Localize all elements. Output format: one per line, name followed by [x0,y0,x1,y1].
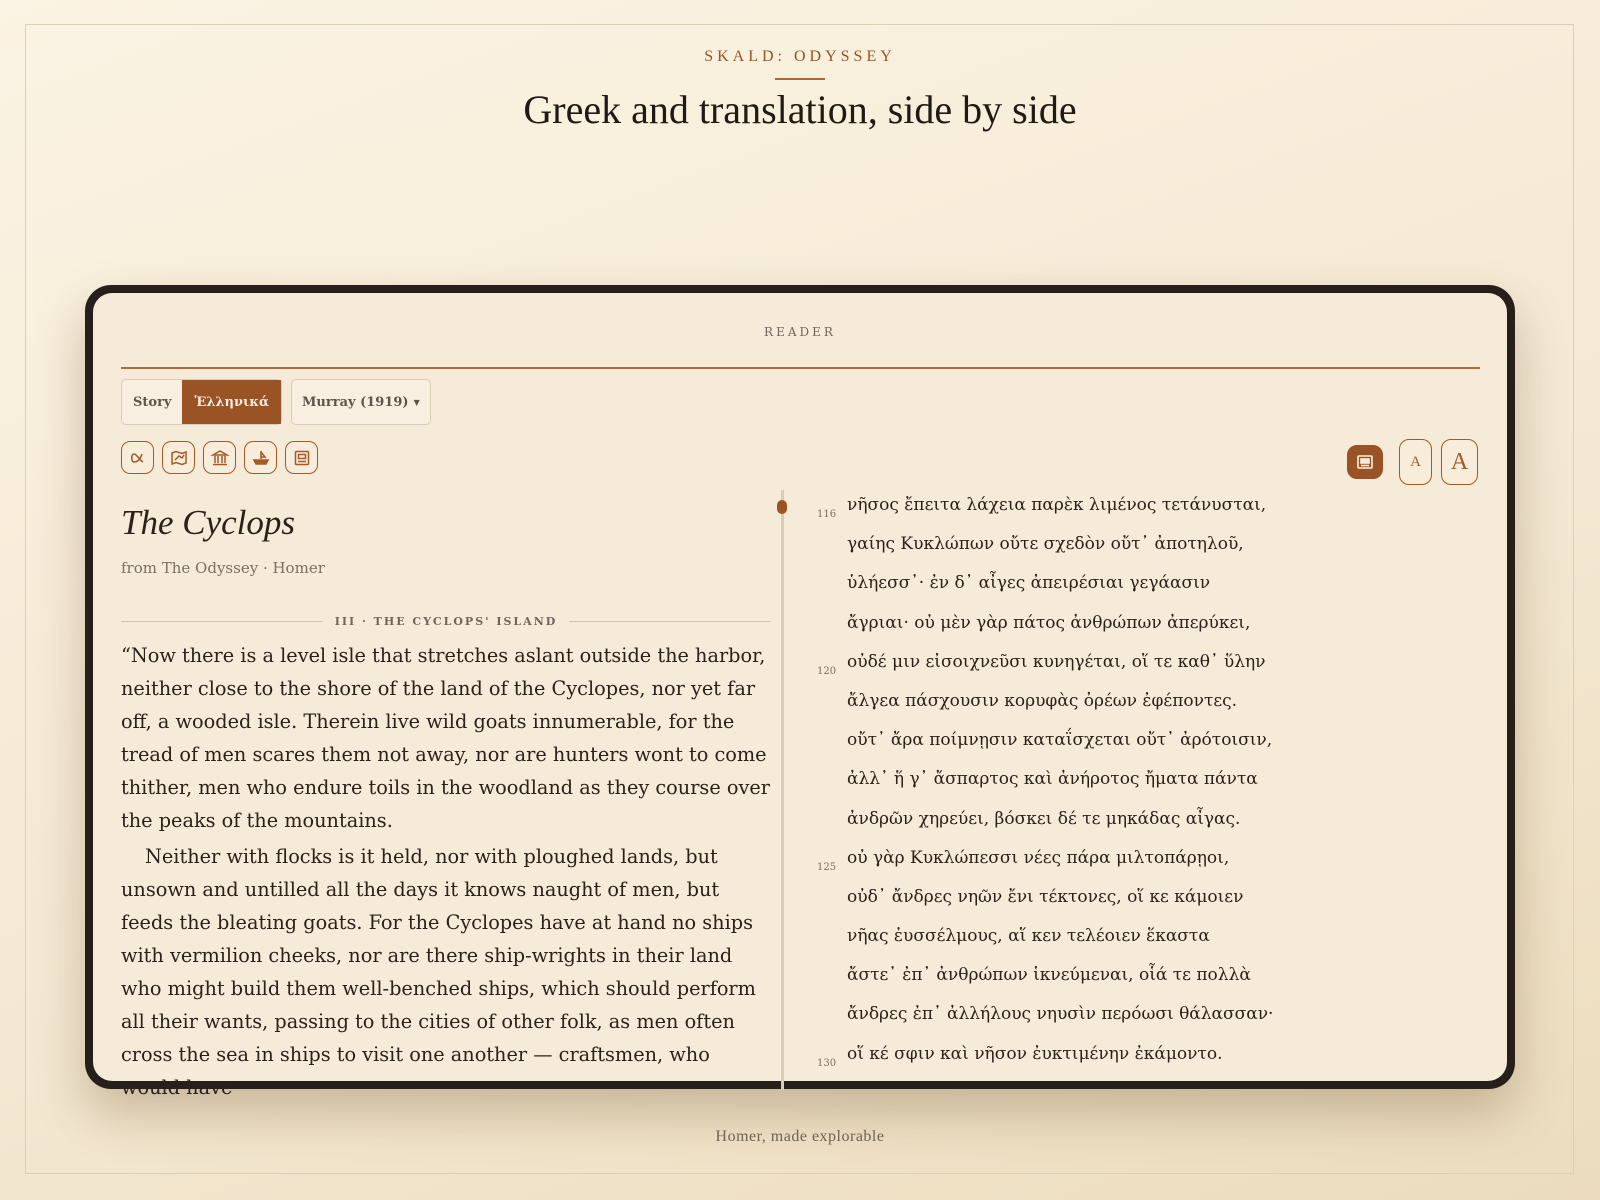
translation-select[interactable] [291,379,431,425]
column-scrollbar-track[interactable] [781,490,784,1090]
line-number: 120 [817,665,837,677]
greek-line[interactable] [817,646,1497,685]
greek-line-text: ἀνδρῶν χηρεύει, βόσκει δέ τε μηκάδας αἶγας. [847,808,1241,829]
page-footer: Homer, made explorable [715,1128,885,1145]
page-kicker: SKALD: ODYSSEY [704,48,896,65]
kicker-rule [775,78,825,80]
greek-line[interactable] [817,685,1497,724]
font-size-small-button[interactable]: A [1399,439,1432,485]
reader-screen [93,293,1507,1099]
greek-line[interactable] [817,489,1497,528]
scrollbar-thumb[interactable] [777,500,787,514]
chevron-down-icon: ▼ [413,397,420,407]
greek-line-text: νῆσος ἔπειτα λάχεια παρὲκ λιμένος τετάνυσται, [847,495,1267,515]
greek-line[interactable] [817,920,1497,959]
story-text [121,639,773,1107]
section-heading [121,613,771,629]
greek-line-text: νῆας ἐυσσέλμους, αἵ κεν τελέοιεν ἕκαστα [847,926,1210,947]
greek-line[interactable] [817,607,1497,646]
greek-line[interactable] [817,881,1497,920]
greek-line-text: οὔτ᾽ ἄρα ποίμνῃσιν καταΐσχεται οὔτ᾽ ἀρότοισιν, [847,730,1273,751]
greek-line-text: ἄλγεα πάσχουσιν κορυφὰς ὀρέων ἐφέποντες. [847,690,1238,711]
greek-line-text: οὐ γὰρ Κυκλώπεσσι νέες πάρα μιλτοπάρῃοι, [847,847,1230,868]
greek-line-text: οὐδέ μιν εἰσοιχνεῦσι κυνηγέται, οἵ τε καθ᾽ ὕλην [847,651,1266,672]
greek-line-text: ἄγριαι· οὐ μὲν γὰρ πάτος ἀνθρώπων ἀπερύκει, [847,612,1251,633]
font-size-large-button[interactable]: A [1441,439,1478,485]
header-rule [121,367,1480,369]
story-subtitle: from The Odyssey · Homer [121,559,325,577]
line-number: 130 [817,1057,837,1069]
tab-story[interactable]: Story [133,394,172,410]
tool-bar [121,441,318,474]
view-tabs [121,379,431,425]
line-number: 125 [817,861,837,873]
reader-title: READER [764,325,836,339]
ship-icon[interactable] [244,441,277,474]
greek-line[interactable] [817,959,1497,998]
greek-line-text: γαίης Κυκλώπων οὔτε σχεδὸν οὔτ᾽ ἀποτηλοῦ, [847,534,1244,555]
map-icon[interactable] [162,441,195,474]
greek-line[interactable] [817,763,1497,802]
parallel-view-icon[interactable] [1347,445,1383,479]
greek-line-text: οὐδ᾽ ἄνδρες νηῶν ἔνι τέκτονες, οἵ κε κάμοιεν [847,886,1244,907]
temple-icon[interactable] [203,441,236,474]
greek-line-text: ὑλήεσσ᾽· ἐν δ᾽ αἶγες ἀπειρέσιαι γεγάασιν [847,573,1211,594]
portrait-icon[interactable] [285,441,318,474]
translation-select-value: Murray (1919) [302,394,409,410]
section-label: III · THE CYCLOPS' ISLAND [334,614,558,628]
section-rule-right [569,621,771,622]
greek-line[interactable] [817,803,1497,842]
greek-line-text: ἀλλ᾽ ἥ γ᾽ ἄσπαρτος καὶ ἀνήροτος ἤματα πάντα [847,769,1258,790]
story-paragraph: Neither with flocks is it held, nor with ploughed lands, but unsown and untilled all the days it knows naught of men, but feeds the bleating goats. For the Cyclopes have at hand no ships with vermilion cheeks, nor are there ship-wrights in their land who might build them well-benched ships, which should perform all their wants, passing to the cities of other folk, as men often cross the sea in ships to visit one another — craftsmen, who would have [121,845,756,1099]
alpha-icon[interactable] [121,441,154,474]
greek-line-text: οἵ κέ σφιν καὶ νῆσον ἐυκτιμένην ἐκάμοντο. [847,1043,1223,1064]
tablet-device [85,285,1515,1099]
language-toggle [121,379,282,425]
greek-line-text: ἄστε᾽ ἐπ᾽ ἀνθρώπων ἱκνεύμεναι, οἷά τε πολλὰ [847,965,1251,986]
line-number: 116 [817,509,837,520]
greek-line[interactable] [817,842,1497,881]
greek-text [817,489,1497,1077]
view-tools [1347,439,1478,485]
greek-line[interactable] [817,1038,1497,1077]
greek-line[interactable] [817,724,1497,763]
story-title: The Cyclops [121,503,296,542]
page-headline: Greek and translation, side by side [523,87,1077,132]
tab-greek[interactable]: Ἑλληνικά [182,380,281,424]
greek-line[interactable] [817,998,1497,1037]
greek-line-text: ἄνδρες ἐπ᾽ ἀλλήλους νηυσὶν περόωσι θάλασσαν· [847,1004,1274,1025]
story-paragraph: “Now there is a level isle that stretches aslant outside the harbor, neither close to the shore of the land of the Cyclopes, nor yet far off, a wooded isle. Therein live wild goats innumerable, for the tread of men scares them not away, nor are hunters wont to come thither, men who endure toils in the woodland as they course over the peaks of the mountains. [121,644,770,832]
section-rule-left [121,621,323,622]
greek-line[interactable] [817,528,1497,567]
greek-line[interactable] [817,567,1497,606]
